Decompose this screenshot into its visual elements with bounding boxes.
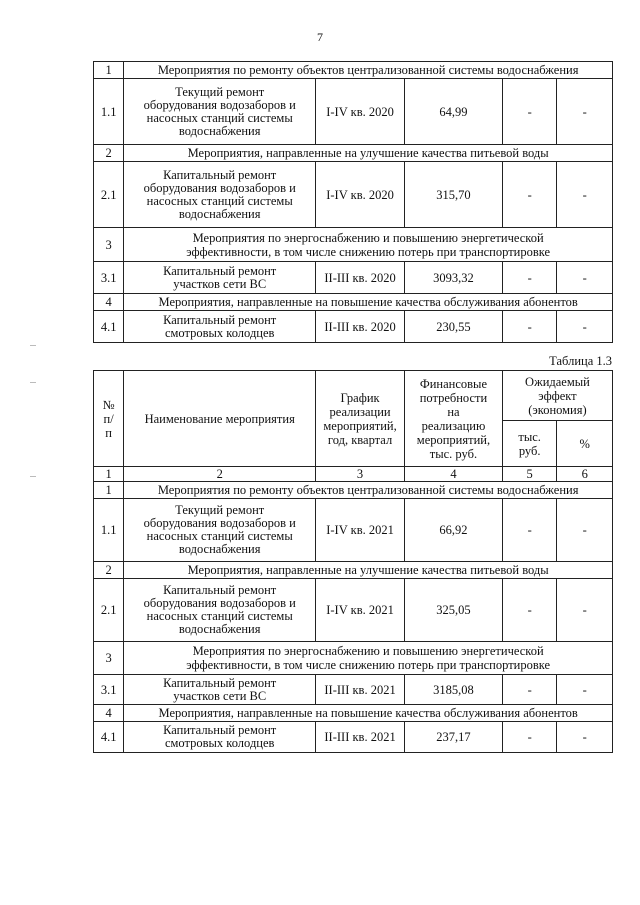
measure-name: Капитальный ремонт смотровых колодцев: [124, 311, 316, 343]
effect-rub-cell: -: [502, 79, 557, 145]
section-title: Мероприятия, направленные на улучшение качества питьевой воды: [124, 145, 613, 162]
table-row: [94, 145, 613, 162]
effect-rub-cell: -: [502, 499, 557, 562]
effect-pct-cell: -: [557, 162, 613, 228]
header-row: [94, 371, 613, 421]
table-row: [94, 162, 613, 228]
table-row: [94, 79, 613, 145]
header-effect-pct: %: [557, 421, 613, 467]
finance-cell: 66,92: [404, 499, 502, 562]
measure-name: Капитальный ремонт оборудования водозаборов и насосных станций системы водоснабжения: [124, 579, 316, 642]
table-row: [94, 311, 613, 343]
effect-rub-cell: -: [502, 311, 557, 343]
measure-name: Текущий ремонт оборудования водозаборов и насосных станций системы водоснабжения: [124, 79, 316, 145]
row-number: 1: [94, 482, 124, 499]
row-number: 3.1: [94, 262, 124, 294]
row-number: 3: [94, 228, 124, 262]
table-row: [94, 705, 613, 722]
table-row: [94, 482, 613, 499]
measures-table-2021: [93, 370, 613, 753]
row-number: 1.1: [94, 79, 124, 145]
measure-name: Капитальный ремонт участков сети ВС: [124, 262, 316, 294]
finance-cell: 3185,08: [404, 675, 502, 705]
effect-rub-cell: -: [502, 675, 557, 705]
row-number: 3.1: [94, 675, 124, 705]
column-number: 5: [502, 467, 557, 482]
section-title: Мероприятия по ремонту объектов централизованной системы водоснабжения: [124, 482, 613, 499]
section-title: Мероприятия по энергоснабжению и повышению энергетической эффективности, в том числе снижению потерь при транспортировке: [124, 228, 613, 262]
effect-pct-cell: -: [557, 579, 613, 642]
effect-rub-cell: -: [502, 162, 557, 228]
row-number: 4: [94, 705, 124, 722]
header-name: Наименование мероприятия: [124, 371, 316, 467]
finance-cell: 64,99: [404, 79, 502, 145]
table-row: [94, 579, 613, 642]
schedule-cell: I-IV кв. 2021: [316, 499, 405, 562]
effect-pct-cell: -: [557, 675, 613, 705]
effect-rub-cell: -: [502, 262, 557, 294]
finance-cell: 325,05: [404, 579, 502, 642]
table-row: [94, 228, 613, 262]
measures-table-2020: [93, 61, 613, 343]
effect-rub-cell: -: [502, 579, 557, 642]
column-number: 2: [124, 467, 316, 482]
table-row: [94, 262, 613, 294]
row-number: 2.1: [94, 579, 124, 642]
row-number: 2.1: [94, 162, 124, 228]
section-title: Мероприятия, направленные на повышение качества обслуживания абонентов: [124, 294, 613, 311]
scan-mark: [30, 345, 36, 346]
schedule-cell: I-IV кв. 2020: [316, 162, 405, 228]
row-number: 1: [94, 62, 124, 79]
schedule-cell: II-III кв. 2021: [316, 675, 405, 705]
column-number: 3: [316, 467, 405, 482]
effect-pct-cell: -: [557, 311, 613, 343]
finance-cell: 230,55: [404, 311, 502, 343]
schedule-cell: I-IV кв. 2021: [316, 579, 405, 642]
schedule-cell: II-III кв. 2020: [316, 311, 405, 343]
measure-name: Капитальный ремонт оборудования водозаборов и насосных станций системы водоснабжения: [124, 162, 316, 228]
column-numbers-row: [94, 467, 613, 482]
effect-rub-cell: -: [502, 722, 557, 753]
section-title: Мероприятия по энергоснабжению и повышению энергетической эффективности, в том числе снижению потерь при транспортировке: [124, 642, 613, 675]
header-effect-rub: тыс. руб.: [502, 421, 557, 467]
column-number: 6: [557, 467, 613, 482]
finance-cell: 3093,32: [404, 262, 502, 294]
effect-pct-cell: -: [557, 262, 613, 294]
effect-pct-cell: -: [557, 79, 613, 145]
row-number: 4.1: [94, 311, 124, 343]
schedule-cell: II-III кв. 2020: [316, 262, 405, 294]
table-row: [94, 62, 613, 79]
page-number: 7: [317, 30, 323, 44]
row-number: 3: [94, 642, 124, 675]
schedule-cell: I-IV кв. 2020: [316, 79, 405, 145]
table-row: [94, 562, 613, 579]
row-number: 2: [94, 145, 124, 162]
effect-pct-cell: -: [557, 722, 613, 753]
row-number: 4: [94, 294, 124, 311]
section-title: Мероприятия по ремонту объектов централизованной системы водоснабжения: [124, 62, 613, 79]
header-schedule: График реализации мероприятий, год, квартал: [316, 371, 405, 467]
finance-cell: 315,70: [404, 162, 502, 228]
measure-name: Капитальный ремонт участков сети ВС: [124, 675, 316, 705]
column-number: 1: [94, 467, 124, 482]
measure-name: Капитальный ремонт смотровых колодцев: [124, 722, 316, 753]
schedule-cell: II-III кв. 2021: [316, 722, 405, 753]
measure-name: Текущий ремонт оборудования водозаборов и насосных станций системы водоснабжения: [124, 499, 316, 562]
header-effect: Ожидаемый эффект (экономия): [502, 371, 612, 421]
row-number: 4.1: [94, 722, 124, 753]
column-number: 4: [404, 467, 502, 482]
finance-cell: 237,17: [404, 722, 502, 753]
table-row: [94, 675, 613, 705]
section-title: Мероприятия, направленные на повышение качества обслуживания абонентов: [124, 705, 613, 722]
scan-mark: [30, 476, 36, 477]
table-row: [94, 499, 613, 562]
section-title: Мероприятия, направленные на улучшение качества питьевой воды: [124, 562, 613, 579]
scan-mark: [30, 382, 36, 383]
table-row: [94, 294, 613, 311]
row-number: 1.1: [94, 499, 124, 562]
table-row: [94, 722, 613, 753]
table-row: [94, 642, 613, 675]
effect-pct-cell: -: [557, 499, 613, 562]
table-caption: Таблица 1.3: [549, 354, 612, 368]
header-no: № п/ п: [94, 371, 124, 467]
row-number: 2: [94, 562, 124, 579]
header-finance: Финансовые потребности на реализацию мероприятий, тыс. руб.: [404, 371, 502, 467]
